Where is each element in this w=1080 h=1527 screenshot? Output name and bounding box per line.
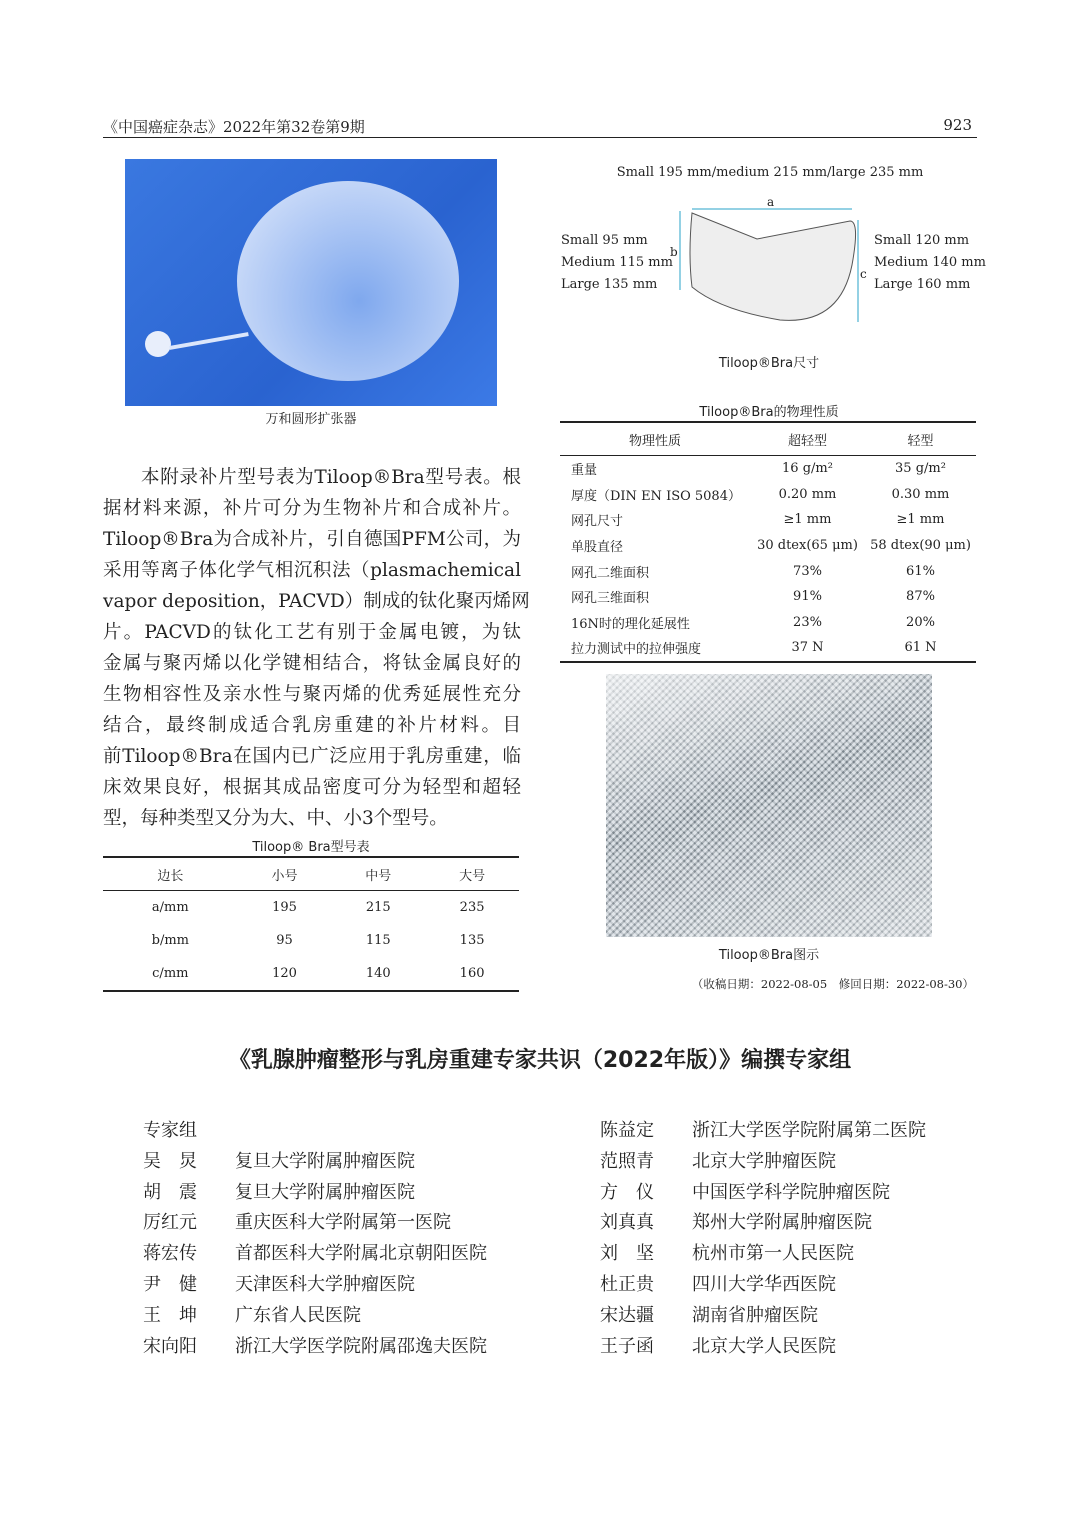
expert-row [600, 1178, 926, 1209]
c-large: Large 160 mm [874, 277, 971, 292]
table-cell: 网孔三维面积 [571, 591, 650, 607]
table-cell: 拉力测试中的拉伸强度 [571, 642, 702, 658]
expert-affiliation: 湖南省肿瘤医院 [692, 1304, 818, 1326]
properties-table [560, 421, 976, 663]
table-cell: 16 g/m² [782, 461, 833, 477]
paragraph-line: 片。PACVD的钛化工艺有别于金属电镀，为钛 [103, 622, 521, 643]
expert-row [600, 1239, 926, 1270]
table-row [103, 891, 519, 925]
paragraph-line: 本附录补片型号表为Tiloop®Bra型号表。根 [141, 467, 521, 488]
table-cell: 单股直径 [571, 540, 624, 556]
expert-affiliation: 北京大学人民医院 [692, 1335, 836, 1357]
expert-name: 尹 健 [143, 1273, 197, 1295]
expert-name: 吴 炅 [143, 1150, 197, 1172]
expert-row [600, 1332, 926, 1363]
table-cell: 37 N [791, 640, 824, 656]
table-row [103, 924, 519, 957]
table-cell: 16N时的理化延展性 [571, 616, 690, 632]
expert-row [600, 1147, 926, 1178]
experts-right [600, 1116, 926, 1362]
mesh-shape-diagram [660, 195, 870, 330]
col-header: 边长 [157, 868, 184, 884]
col-header: 小号 [271, 868, 298, 884]
table-cell: 73% [793, 563, 822, 579]
mesh-caption: Tiloop®Bra图示 [718, 948, 820, 963]
expert-affiliation: 中国医学科学院肿瘤医院 [692, 1181, 890, 1203]
expert-affiliation: 首都医科大学附属北京朝阳医院 [235, 1243, 487, 1265]
expert-affiliation: 广东省人民医院 [235, 1304, 361, 1326]
table-cell: 重量 [571, 463, 598, 479]
section-title: 《乳腺肿瘤整形与乳房重建专家共识（2022年版）》编撰专家组 [228, 1048, 852, 1073]
expert-row [143, 1147, 487, 1178]
expert-row [143, 1239, 487, 1270]
table-cell: 91% [793, 589, 822, 605]
expert-affiliation: 北京大学肿瘤医院 [692, 1150, 836, 1172]
paragraph-line: 床效果良好，根据其成品密度可分为轻型和超轻 [103, 777, 521, 798]
table-cell: 0.20 mm [778, 486, 837, 502]
paragraph-line: 采用等离子体化学气相沉积法（plasmachemical [103, 560, 521, 581]
expert-row [600, 1116, 926, 1147]
header-rule [103, 137, 977, 138]
paragraph-line: 前Tiloop®Bra在国内已广泛应用于乳房重建，临 [103, 746, 521, 767]
table-cell: 58 dtex(90 μm) [870, 538, 971, 554]
size-table [103, 856, 519, 992]
expert-name: 范照青 [600, 1150, 654, 1172]
expander-photo [125, 159, 497, 406]
table-row [560, 610, 976, 636]
prop-table-title: Tiloop®Bra的物理性质 [699, 405, 839, 420]
expert-name: 宋向阳 [143, 1335, 197, 1357]
expert-affiliation: 天津医科大学肿瘤医院 [235, 1273, 415, 1295]
table-cell: 95 [276, 933, 293, 948]
page-number: 923 [943, 116, 972, 134]
expert-affiliation: 浙江大学医学院附属邵逸夫医院 [235, 1335, 487, 1357]
expert-affiliation: 重庆医科大学附属第一医院 [235, 1212, 451, 1234]
table-row [560, 533, 976, 559]
expert-row [143, 1332, 487, 1363]
table-cell: 215 [365, 900, 391, 915]
size-table-title: Tiloop® Bra型号表 [252, 840, 370, 855]
table-row [560, 482, 976, 508]
table-cell: 120 [272, 966, 297, 981]
expert-name: 厉红元 [143, 1212, 197, 1234]
col-header: 物理性质 [628, 433, 681, 449]
expert-affiliation: 郑州大学附属肿瘤医院 [692, 1212, 872, 1234]
expert-name: 王子函 [600, 1335, 654, 1357]
expert-row [143, 1178, 487, 1209]
expert-name: 刘 坚 [600, 1243, 654, 1265]
b-sizes [561, 230, 673, 296]
b-large: Large 135 mm [561, 277, 658, 292]
paragraph-line: 生物相容性及亲水性与聚丙烯的优秀延展性充分 [103, 684, 521, 705]
paragraph-line: 金属与聚丙烯以化学键相结合，将钛金属良好的 [103, 653, 521, 674]
expert-name: 宋达疆 [600, 1304, 654, 1326]
table-cell: a/mm [151, 900, 189, 915]
expert-affiliation: 浙江大学医学院附属第二医院 [692, 1120, 926, 1141]
table-cell: 厚度（DIN EN ISO 5084） [571, 488, 741, 504]
table-cell: 140 [365, 966, 391, 981]
paragraph-line: Tiloop®Bra为合成补片，引自德国PFM公司，为 [103, 529, 521, 550]
table-cell: 35 g/m² [895, 461, 946, 477]
expert-affiliation: 复旦大学附属肿瘤医院 [235, 1181, 415, 1203]
col-header: 中号 [365, 868, 392, 884]
table-row [560, 507, 976, 533]
c-sizes [874, 230, 986, 296]
b-medium: Medium 115 mm [561, 255, 673, 270]
expert-name: 陈益定 [600, 1120, 654, 1141]
b-small: Small 95 mm [561, 233, 648, 248]
table-row [560, 584, 976, 610]
expert-row [600, 1301, 926, 1332]
table-cell: 20% [906, 614, 935, 630]
received-dates: （收稿日期：2022-08-05 修回日期：2022-08-30） [691, 977, 974, 991]
table-cell: 195 [272, 900, 297, 915]
table-cell: 网孔二维面积 [571, 565, 650, 581]
expert-row [600, 1270, 926, 1301]
table-cell: 235 [459, 900, 485, 915]
col-header: 大号 [459, 868, 486, 884]
c-small: Small 120 mm [874, 233, 970, 248]
mesh-photo [606, 674, 932, 937]
table-row [560, 558, 976, 584]
dim-c: c [860, 267, 867, 281]
paragraph-line: 结合，最终制成适合乳房重建的补片材料。目 [103, 715, 521, 736]
table-cell: ≥1 mm [896, 512, 945, 528]
table-cell: 23% [793, 614, 822, 630]
dim-a: a [767, 195, 775, 209]
table-cell: 87% [906, 589, 935, 605]
body-paragraph [103, 462, 530, 834]
expander-caption: 万和圆形扩张器 [265, 412, 357, 427]
col-header: 超轻型 [787, 433, 827, 449]
table-cell: 0.30 mm [891, 486, 950, 502]
table-row [560, 635, 976, 662]
table-cell: 网孔尺寸 [571, 514, 624, 530]
paragraph-line: 型，每种类型又分为大、中、小3个型号。 [103, 808, 448, 829]
table-cell: 135 [459, 933, 485, 948]
expert-row [600, 1208, 926, 1239]
expert-name: 刘真真 [600, 1212, 654, 1234]
table-cell: 61 N [904, 640, 937, 656]
table-cell: 160 [459, 966, 485, 981]
paragraph-line: vapor deposition，PACVD）制成的钛化聚丙烯网 [103, 591, 530, 612]
expert-affiliation: 杭州市第一人民医院 [692, 1243, 854, 1265]
paragraph-line: 据材料来源，补片可分为生物补片和合成补片。 [103, 498, 521, 519]
table-cell: b/mm [151, 933, 189, 948]
table-row [560, 456, 976, 482]
diagram-top-label: Small 195 mm/medium 215 mm/large 235 mm [616, 165, 924, 180]
experts-left [143, 1116, 487, 1362]
expert-row [143, 1208, 487, 1239]
expert-affiliation: 四川大学华西医院 [692, 1273, 836, 1295]
expert-row [143, 1301, 487, 1332]
table-cell: ≥1 mm [783, 512, 832, 528]
table-row [103, 957, 519, 991]
expert-row [143, 1270, 487, 1301]
expert-affiliation: 复旦大学附属肿瘤医院 [235, 1150, 415, 1172]
journal-header: 《中国癌症杂志》2022年第32卷第9期 [103, 118, 365, 136]
expert-name: 胡 震 [143, 1181, 197, 1203]
expert-name: 方 仪 [600, 1181, 654, 1203]
dim-b: b [670, 245, 678, 259]
group-label: 专家组 [143, 1120, 197, 1141]
col-header: 轻型 [907, 433, 934, 449]
expert-name: 蒋宏传 [143, 1243, 197, 1265]
c-medium: Medium 140 mm [874, 255, 986, 270]
table-cell: 115 [365, 933, 391, 948]
table-cell: c/mm [152, 966, 189, 981]
expert-name: 杜正贵 [600, 1273, 654, 1295]
table-cell: 30 dtex(65 μm) [757, 538, 858, 554]
table-cell: 61% [906, 563, 935, 579]
diagram-caption: Tiloop®Bra尺寸 [718, 356, 820, 371]
expert-name: 王 坤 [143, 1304, 197, 1326]
